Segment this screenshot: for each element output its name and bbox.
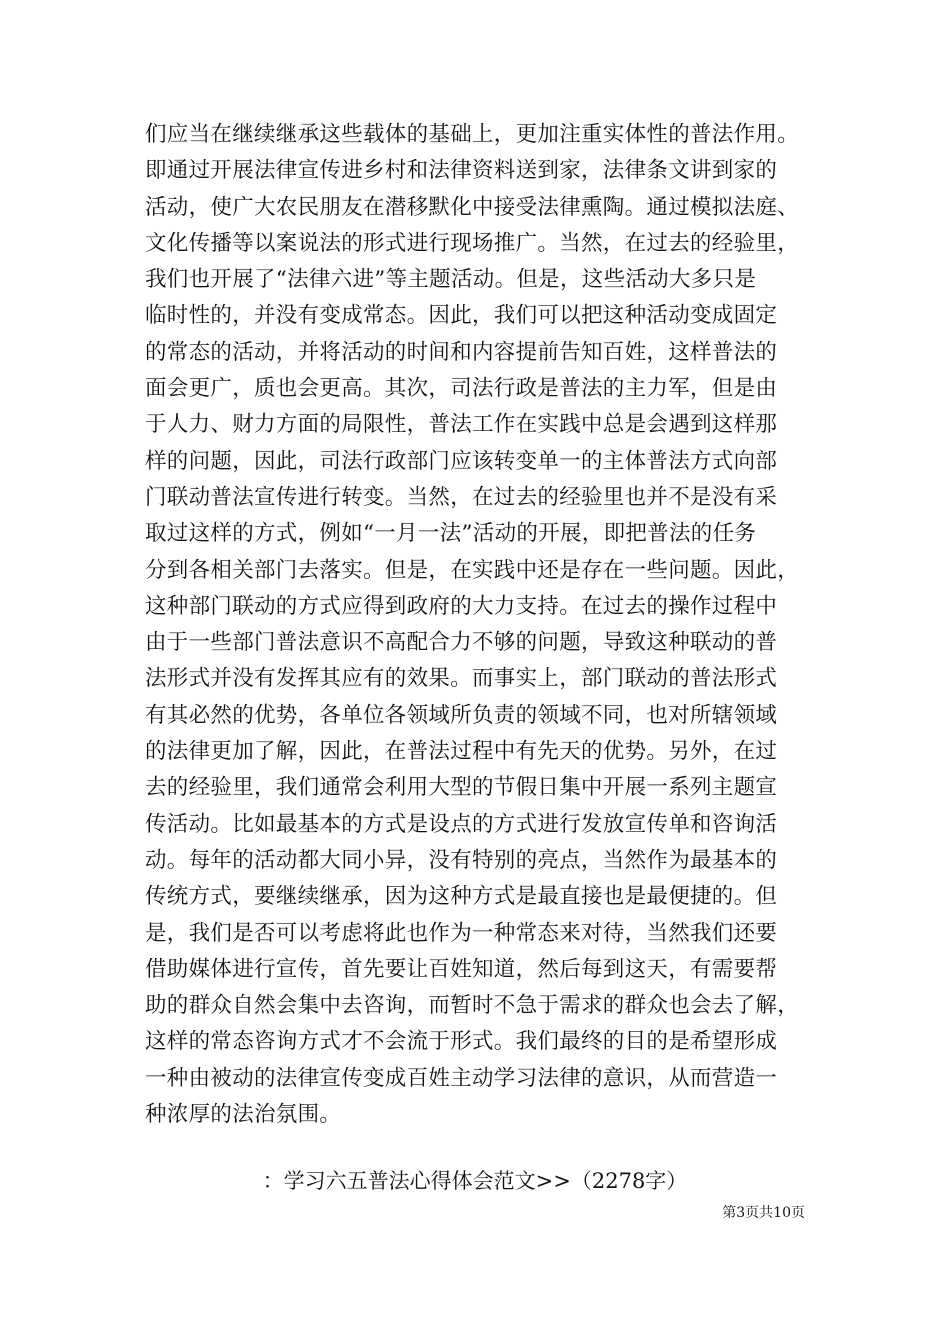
text-line: 传活动。比如最基本的方式是设点的方式进行发放宣传单和咨询活 [145, 811, 778, 837]
text-line: 门联动普法宣传进行转变。当然，在过去的经验里也并不是没有采 [145, 484, 778, 510]
text-line: 即通过开展法律宣传进乡村和法律资料送到家，法律条文讲到家的 [145, 158, 778, 184]
text-line: 助的群众自然会集中去咨询，而暂时不急于需求的群众也会去了解， [145, 993, 800, 1019]
text-line: 是，我们是否可以考虑将此也作为一种常态来对待，当然我们还要 [145, 920, 778, 946]
text-line: 的常态的活动，并将活动的时间和内容提前告知百姓，这样普法的 [145, 339, 778, 365]
text-line: 一种由被动的法律宣传变成百姓主动学习法律的意识，从而营造一 [145, 1065, 778, 1091]
text-line: 动。每年的活动都大同小异，没有特别的亮点，当然作为最基本的 [145, 847, 778, 873]
related-article-link[interactable]: ：学习六五普法心得体会范文>>（2278字） [262, 1169, 688, 1193]
text-line: 有其必然的优势，各单位各领域所负责的领域不同，也对所辖领域 [145, 702, 778, 728]
text-line: 去的经验里，我们通常会利用大型的节假日集中开展一系列主题宣 [145, 775, 778, 801]
text-line: 法形式并没有发挥其应有的效果。而事实上，部门联动的普法形式 [145, 666, 778, 692]
text-line: 我们也开展了“法律六进”等主题活动。但是，这些活动大多只是 [145, 267, 757, 293]
text-line: 活动，使广大农民朋友在潜移默化中接受法律熏陶。通过模拟法庭、 [145, 194, 800, 220]
text-line: 的法律更加了解，因此，在普法过程中有先天的优势。另外，在过 [145, 739, 778, 765]
text-line: 临时性的，并没有变成常态。因此，我们可以把这种活动变成固定 [145, 303, 778, 329]
text-line: 这种部门联动的方式应得到政府的大力支持。在过去的操作过程中 [145, 593, 778, 619]
text-line: 面会更广，质也会更高。其次，司法行政是普法的主力军，但是由 [145, 376, 778, 402]
text-line: 样的问题，因此，司法行政部门应该转变单一的主体普法方式向部 [145, 448, 778, 474]
text-line: 们应当在继续继承这些载体的基础上，更加注重实体性的普法作用。 [145, 122, 800, 147]
text-line: 文化传播等以案说法的形式进行现场推广。当然，在过去的经验里， [145, 230, 800, 256]
text-line: 取过这样的方式，例如“一月一法”活动的开展，即把普法的任务 [145, 521, 757, 547]
text-line: 分到各相关部门去落实。但是，在实践中还是存在一些问题。因此， [145, 557, 800, 583]
text-line: 种浓厚的法治氛围。 [145, 1102, 342, 1128]
text-line: 借助媒体进行宣传，首先要让百姓知道，然后每到这天，有需要帮 [145, 956, 778, 982]
text-line: 这样的常态咨询方式才不会流于形式。我们最终的目的是希望形成 [145, 1029, 778, 1055]
text-line: 于人力、财力方面的局限性，普法工作在实践中总是会遇到这样那 [145, 412, 778, 438]
page-number: 第3页共10页 [722, 1205, 805, 1221]
text-line: 传统方式，要继续继承，因为这种方式是最直接也是最便捷的。但 [145, 884, 778, 910]
text-line: 由于一些部门普法意识不高配合力不够的问题，导致这种联动的普 [145, 630, 778, 656]
body-paragraph [145, 117, 825, 1133]
